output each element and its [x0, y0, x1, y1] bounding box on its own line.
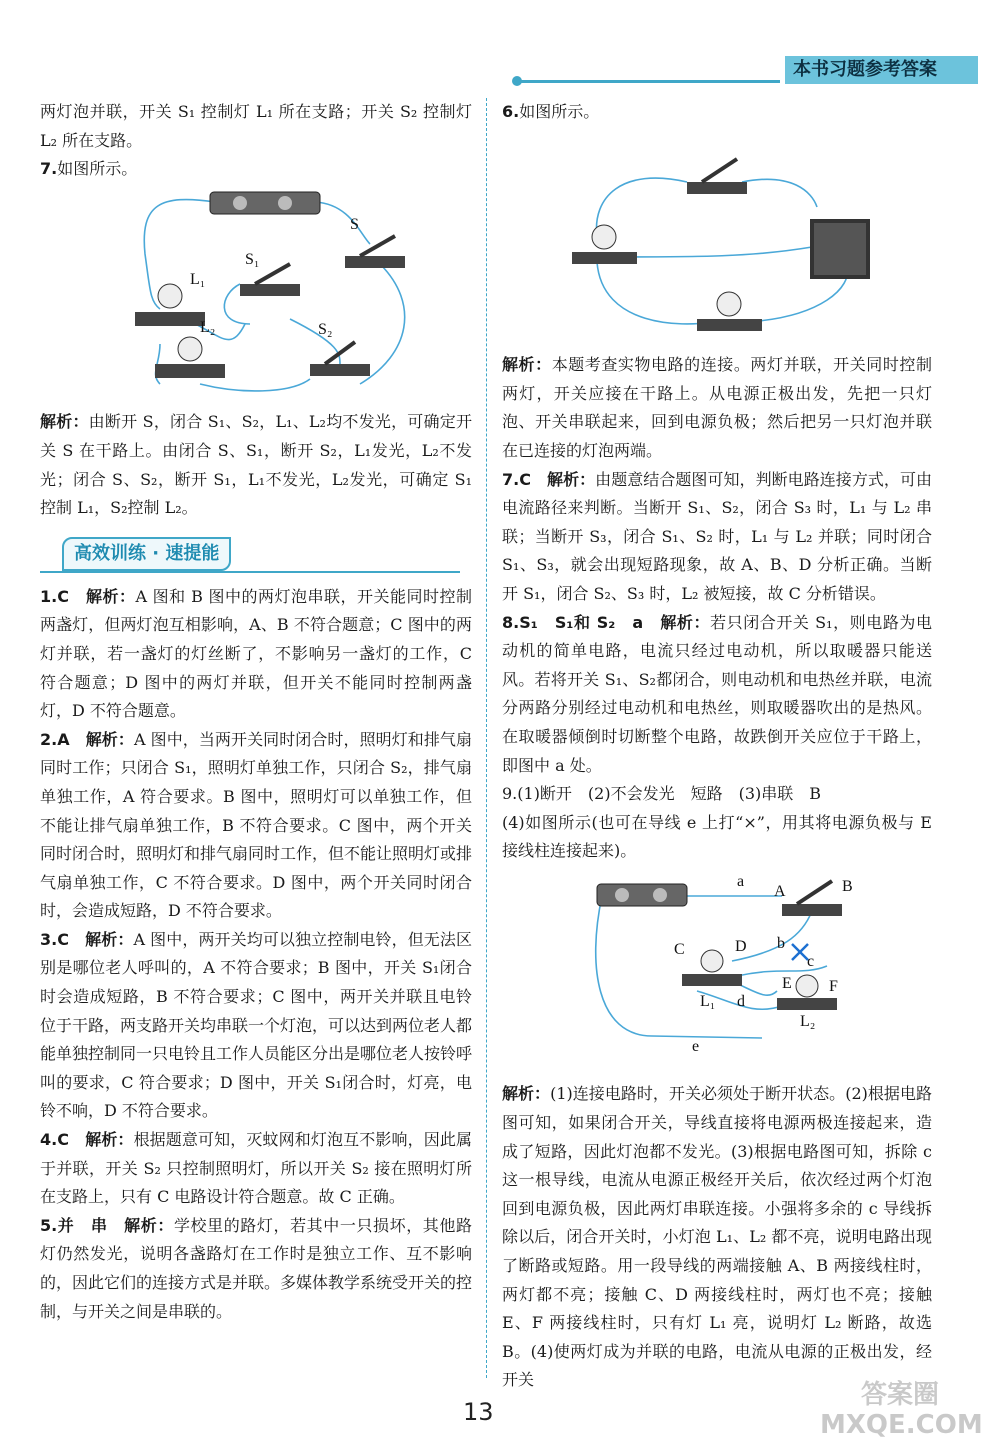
- column-divider: [486, 98, 487, 1378]
- section-title: 高效训练 · 速提能: [62, 537, 231, 571]
- q9-label-b: b: [777, 934, 785, 952]
- q9-label-L2: L₂: [800, 1012, 816, 1030]
- q9-switch-icon: [782, 881, 842, 916]
- answer-q7c: [502, 466, 932, 609]
- q9-label-D: D: [735, 937, 747, 955]
- q9-label-A: A: [774, 882, 786, 900]
- q1-text: A 图和 B 图中的两灯泡串联，开关能同时控制两盏灯，但两灯泡互相影响，A、B 不符合题意；C 图中的两灯并联，若一盏灯的灯丝断了，不影响另一盏灯的工作，C 符合题意；D 图中的两灯并联，但开关不能同时控制两盏灯，D 不符合题意。: [40, 586, 472, 721]
- label-l1: L₁: [190, 270, 206, 288]
- q8-head: 8.S₁ S₁和 S₂ a 解析：: [502, 612, 711, 632]
- q9-label-C: C: [674, 940, 685, 958]
- q6-circuit-svg: [502, 127, 922, 342]
- q7-text: 如图所示。: [57, 159, 138, 179]
- header-title: 本书习题参考答案: [785, 56, 978, 84]
- q9-battery-icon: [597, 884, 687, 906]
- header-line: [520, 80, 780, 83]
- q7c-text: 由题意结合题图可知，判断电路连接方式，可由电流路径来判断。当断开 S₁、S₂，闭合 S₃ 时，L₁ 与 L₂ 串联；当断开 S₃，闭合 S₁、S₂ 时，L₁ 与 L₂ 并联；同时闭合 S₁、S₃，就会出现短路现象，故 A、B、D 分析正确。当断开 S₁，闭合 S₂、S₃ 时，L₂ 被短接，故 C 分析错误。: [502, 469, 932, 603]
- label-s1: S₁: [245, 250, 260, 268]
- q6-analysis-text: 本题考查实物电路的连接。两灯并联，开关同时控制两灯，开关应接在干路上。从电源正极出发，先把一只灯泡、开关串联起来，回到电源负极；然后把另一只灯泡并联在已连接的灯泡两端。: [502, 355, 932, 460]
- q9-label-F: F: [829, 977, 838, 995]
- intro-text: 两灯泡并联，开关 S₁ 控制灯 L₁ 所在支路；开关 S₂ 控制灯 L₂ 所在支路。: [40, 102, 472, 150]
- bulb-l1-icon: [135, 271, 205, 326]
- answer-q1: [40, 583, 472, 726]
- q5-head: 5.并 串 解析：: [40, 1215, 174, 1235]
- page-header: [520, 48, 970, 80]
- q9-circuit-svg: [502, 866, 922, 1071]
- bulb-l2-icon: [155, 319, 225, 378]
- q6-switch-icon: [687, 159, 747, 194]
- q4-text: 根据题意可知，灭蚊网和灯泡互不影响，因此属于并联，开关 S₂ 只控制照明灯，所以开关 S₂ 接在照明灯所在支路上，只有 C 电路设计符合题意。故 C 正确。: [40, 1130, 472, 1207]
- q1-head: 1.C 解析：: [40, 586, 136, 606]
- label-l2: L₂: [200, 318, 216, 336]
- q7-number: 7.: [40, 159, 58, 179]
- watermark-logo: 答案圈 MXQE.COM: [820, 1380, 983, 1440]
- q9-label-c: c: [807, 952, 815, 970]
- q7-analysis: [40, 408, 472, 522]
- switch-s2-icon: [310, 321, 370, 376]
- q9-label-L1: L₁: [700, 992, 716, 1010]
- section-underline: [40, 571, 460, 573]
- q9-circuit-figure: [502, 866, 932, 1081]
- q7c-head: 7.C 解析：: [502, 469, 596, 489]
- answer-q4: [40, 1126, 472, 1212]
- q4-head: 4.C 解析：: [40, 1130, 134, 1150]
- answer-q9-line1: 9.(1)断开 (2)不会发光 短路 (3)串联 B: [502, 784, 822, 804]
- q7-circuit-figure: [40, 184, 472, 409]
- q7-circuit-svg: [40, 184, 460, 399]
- q9-cross-mark: [792, 944, 808, 960]
- answer-q9-line2: (4)如图所示(也可在导线 e 上打“×”，用其将电源负极与 E 接线柱连接起来)。: [502, 812, 932, 861]
- q9-analysis-head: 解析：: [502, 1084, 551, 1104]
- switch-s-icon: [345, 216, 405, 268]
- q6-bulb-bottom-icon: [697, 292, 762, 331]
- q9-label-d: d: [737, 992, 745, 1010]
- page-number: 13: [463, 1398, 494, 1426]
- q6-analysis: [502, 351, 932, 465]
- q3-head: 3.C 解析：: [40, 929, 134, 949]
- battery-icon: [210, 192, 320, 214]
- q2-head: 2.A 解析：: [40, 729, 134, 749]
- answer-q8: [502, 609, 932, 781]
- q6-number: 6.: [502, 102, 520, 121]
- q9-label-B: B: [842, 877, 853, 895]
- q6-line: [502, 98, 932, 127]
- label-s2: S₂: [318, 320, 333, 338]
- switch-s1-icon: [240, 251, 300, 296]
- q9-label-e: e: [692, 1037, 700, 1055]
- q3-text: A 图中，两开关均可以独立控制电铃，但无法区别是哪位老人呼叫的，A 不符合要求；B 图中，开关 S₁闭合时会造成短路，B 不符合要求；C 图中，两开关并联且电铃位于干路，两支路开关均串联一个灯泡，可以达到两位老人都能单独控制同一只电铃且工作人员能区分出是哪位老人按铃呼叫的要求，C 符合要求；D 图中，开关 S₁闭合时，灯亮，电铃不响，D 不符合要求。: [40, 929, 473, 1121]
- q9-analysis-text: (1)连接电路时，开关必须处于断开状态。(2)根据电路图可知，如果闭合开关，导线直接将电源两极连接起来，造成了短路，因此灯泡都不发光。(3)根据电路图可知，拆除 c 这一根导线，电流从电源正极经开关后，依次经过两个灯泡回到电源负极，因此两灯串联连接。小强将多余的 c 导线拆除以后，闭合开关时，小灯泡 L₁、L₂ 都不亮，说明电路出现了断路或短路。用一段导线的两端接触 A、B 两接线柱时，两灯都不亮；接触 C、D 两接线柱时，两灯也不亮；接触 E、F 两接线柱时，只有灯 L₁ 亮，说明灯 L₂ 断路，故选 B。(4)使两灯成为并联的电路，电流从电源的正极出发，经开关: [502, 1084, 932, 1390]
- q8-text: 若只闭合开关 S₁，则电路为电动机的简单电路，电流只经过电动机，所以取暖器只能送风。若将开关 S₁、S₂都闭合，则电动机和电热丝并联，电流分两路分别经过电动机和电热丝，则取暖器吹出的是热风。在取暖器倾倒时切断整个电路，故跌倒开关应位于干路上，即图中 a 处。: [502, 612, 932, 775]
- q5-text: 学校里的路灯，若其中一只损坏，其他路灯仍然发光，说明各盏路灯在工作时是独立工作、互不影响的，因此它们的连接方式是并联。多媒体教学系统受开关的控制，与开关之间是串联的。: [40, 1215, 473, 1321]
- q6-analysis-head: 解析：: [502, 355, 552, 375]
- answer-q2: [40, 726, 472, 926]
- q7-analysis-head: 解析：: [40, 412, 89, 432]
- right-column: [502, 98, 932, 1395]
- label-s: S: [350, 215, 359, 233]
- answer-q5: [40, 1212, 472, 1326]
- answer-q3: [40, 926, 472, 1126]
- q7-line: [40, 155, 472, 184]
- q9-bulb-l1-icon: [682, 950, 742, 986]
- q6-battery-icon: [810, 219, 870, 279]
- q9-analysis: [502, 1080, 932, 1395]
- q2-text: A 图中，当两开关同时闭合时，照明灯和排气扇同时工作；只闭合 S₁，照明灯单独工作，只闭合 S₂，排气扇单独工作，A 符合要求。B 图中，照明灯可以单独工作，但不能让排气扇单独工作，B 不符合要求。C 图中，两个开关同时闭合时，照明灯和排气扇同时工作，但不能让照明灯或排气扇单独工作，C 不符合要求。D 图中，两个开关同时闭合时，会造成短路，D 不符合要求。: [40, 729, 473, 921]
- q9-label-a: a: [737, 872, 745, 890]
- q9-label-E: E: [782, 974, 792, 992]
- left-column: [40, 98, 472, 1326]
- q6-bulb-top-icon: [572, 225, 637, 264]
- q6-text: 如图所示。: [519, 102, 600, 121]
- q6-circuit-figure: [502, 127, 932, 352]
- q7-analysis-text: 由断开 S，闭合 S₁、S₂，L₁、L₂均不发光，可确定开关 S 在干路上。由闭合 S、S₁，断开 S₂，L₁发光，L₂不发光；闭合 S、S₂，断开 S₁，L₁不发光，L₂发光，可确定 S₁控制 L₁，S₂控制 L₂。: [40, 412, 472, 518]
